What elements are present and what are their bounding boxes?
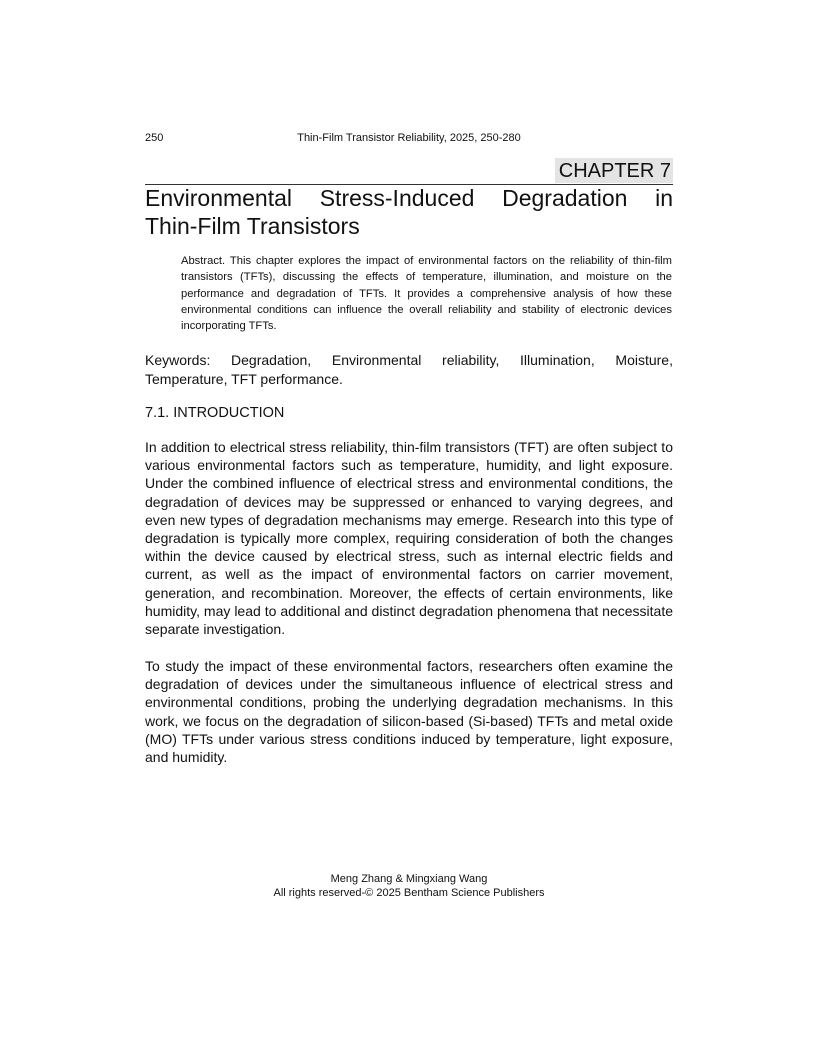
chapter-title-line-1: Environmental Stress-Induced Degradation in bbox=[145, 185, 673, 211]
body-paragraph: To study the impact of these environmental factors, researchers often examine the degradation of devices under the simultaneous influence of electrical stress and environmental conditions, probing the underlying degradation mechanisms. In this work, we focus on the degradation of silicon-based (Si-based) TFTs and metal oxide (MO) TFTs under various stress conditions induced by temperature, light exposure, and humidity. bbox=[145, 658, 673, 766]
footer bbox=[145, 872, 673, 900]
chapter-label: CHAPTER 7 bbox=[555, 158, 673, 183]
footer-copyright: All rights reserved-© 2025 Bentham Science Publishers bbox=[273, 887, 545, 899]
running-title: Thin-Film Transistor Reliability, 2025, 250-280 bbox=[297, 132, 521, 144]
chapter-title bbox=[145, 184, 673, 240]
body-paragraph: In addition to electrical stress reliability, thin-film transistors (TFT) are often subject to various environmental factors such as temperature, humidity, and light exposure. Under the combined influence of electrical stress and environmental conditions, the degradation of devices may be suppressed or enhanced to varying degrees, and even new types of degradation mechanisms may emerge. Research into this type of degradation is typically more complex, requiring consideration of both the changes within the device caused by electrical stress, such as internal electric fields and current, as well as the impact of environmental factors on carrier movement, generation, and recombination. Moreover, the effects of certain environments, like humidity, may lead to additional and distinct degradation phenomena that necessitate separate investigation. bbox=[145, 439, 673, 638]
footer-authors: Meng Zhang & Mingxiang Wang bbox=[330, 873, 488, 885]
chapter-title-line-2: Thin-Film Transistors bbox=[145, 213, 360, 239]
page-number: 250 bbox=[145, 132, 164, 144]
abstract: Abstract. This chapter explores the impact of environmental factors on the reliability of thin-film transistors (TFTs), discussing the effects of temperature, illumination, and moisture on the performance and degradation of TFTs. It provides a comprehensive analysis of how these environmental conditions can influence the overall reliability and stability of electronic devices incorporating TFTs. bbox=[181, 255, 672, 333]
section-heading: 7.1. INTRODUCTION bbox=[145, 405, 285, 421]
keywords: Keywords: Degradation, Environmental reliability, Illumination, Moisture, Temperature, TFT performance. bbox=[145, 352, 673, 387]
